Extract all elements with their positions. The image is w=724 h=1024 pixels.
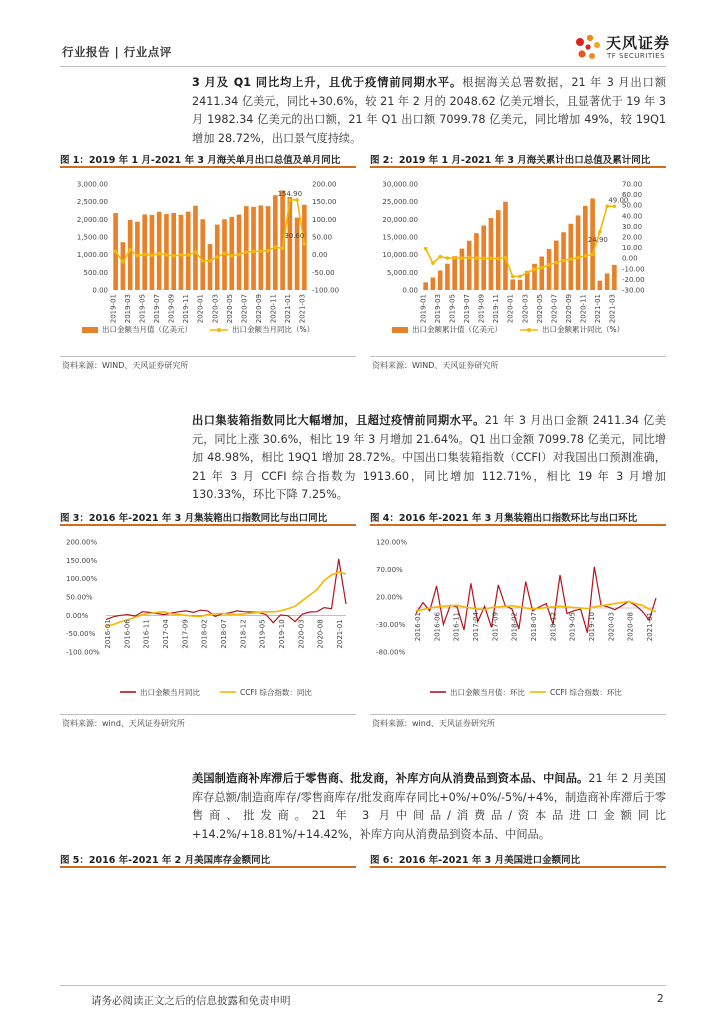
x-tick-label: 2020-03 xyxy=(297,619,306,649)
bar xyxy=(445,264,450,290)
bar xyxy=(460,249,465,290)
x-tick-label: 2020-05 xyxy=(225,294,234,324)
report-type-label: 行业报告 | 行业点评 xyxy=(62,45,172,59)
series-point xyxy=(525,271,529,275)
bar xyxy=(150,215,155,290)
series-point xyxy=(157,252,161,256)
series-point xyxy=(554,261,558,265)
data-label: 30.60 xyxy=(284,231,305,240)
y-left-tick-label: 3,000.00 xyxy=(76,180,108,189)
legend-label-bars: 出口金额当月值（亿美元） xyxy=(102,325,192,334)
bar xyxy=(251,207,256,290)
bar xyxy=(612,265,617,290)
series-point xyxy=(266,249,270,253)
y-left-tick-label: 20,000.00 xyxy=(382,215,418,224)
x-tick-label: 2019-07 xyxy=(463,294,472,324)
series-point xyxy=(467,256,471,260)
bar xyxy=(438,271,443,290)
bar xyxy=(171,213,176,290)
y-left-tick-label: 0.00 xyxy=(402,286,418,295)
series-point xyxy=(121,260,125,264)
x-tick-label: 2016-06 xyxy=(123,619,132,649)
series-point xyxy=(201,259,205,263)
legend-marker-line xyxy=(217,328,221,332)
figure-3-title-rule xyxy=(60,524,356,526)
paragraph-export-summary xyxy=(192,74,666,148)
x-tick-label: 2019-05 xyxy=(258,619,267,649)
paragraph-body: 21 年 3 月出口金额 2411.34 亿美元，同比上涨 30.6%，相比 19 年 3 月增加 21.64%。Q1 出口金额 7099.78 亿美元，同比增加 48.98%，相比 19Q1 增加 28.72%。中国出口集装箱指数（CCFI）对我国出口预测准确，21 年 3 月 CCFI 综合指数为 1913.60，同比增加 112.71%，相比 19 年 3 月增加 130.33%，环比下降 7.25%。 xyxy=(192,414,666,501)
figure-5-title-rule xyxy=(60,866,356,868)
x-tick-label: 2016-01 xyxy=(104,619,112,649)
bar xyxy=(452,256,457,290)
series-point xyxy=(223,252,227,256)
x-tick-label: 2021-01 xyxy=(283,294,292,324)
bar xyxy=(121,242,126,290)
series-point xyxy=(446,256,450,260)
y-right-tick-label: 200.00 xyxy=(312,180,337,189)
bar xyxy=(510,279,515,290)
y-left-tick-label: 15,000.00 xyxy=(382,233,418,242)
series-point xyxy=(172,254,176,258)
series-point xyxy=(237,253,241,257)
bar xyxy=(489,218,494,290)
x-tick-label: 2019-10 xyxy=(278,619,286,649)
bar xyxy=(423,282,428,290)
series-point xyxy=(208,259,212,263)
legend-label-line: 出口金额当月同比（%） xyxy=(232,325,315,334)
bar xyxy=(200,219,205,290)
figure-3-source-rule xyxy=(60,714,356,715)
x-tick-label: 2017-09 xyxy=(491,612,500,642)
x-tick-label: 2018-07 xyxy=(220,619,228,649)
series-point xyxy=(460,256,464,260)
bar xyxy=(496,210,501,290)
x-tick-label: 2021-01 xyxy=(646,612,654,642)
footer-disclaimer: 请务必阅读正文之后的信息披露和免责申明 xyxy=(91,995,291,1007)
figure-2-source: 资料来源：WIND、天风证券研究所 xyxy=(372,361,499,370)
series-point xyxy=(576,256,580,260)
y-right-tick-label: 70.00 xyxy=(622,180,643,189)
series-point xyxy=(511,275,515,279)
y-right-tick-label: 150.00 xyxy=(312,198,337,207)
x-tick-label: 2021-03 xyxy=(608,294,617,324)
x-tick-label: 2019-05 xyxy=(568,612,577,642)
bar xyxy=(518,280,523,290)
bar xyxy=(503,202,508,290)
series-point xyxy=(143,252,147,256)
series-point xyxy=(424,247,428,251)
x-tick-label: 2016-01 xyxy=(414,612,422,642)
bar xyxy=(179,215,184,290)
x-tick-label: 2016-11 xyxy=(142,619,151,649)
series-point xyxy=(533,268,537,272)
series-point xyxy=(547,263,551,267)
series-point xyxy=(252,250,256,254)
bar xyxy=(295,218,300,290)
bar xyxy=(605,273,610,290)
paragraph-lead: 出口集装箱指数同比大幅增加，且超过疫情前同期水平。 xyxy=(192,414,485,427)
y-right-tick-label: 50.00 xyxy=(622,201,643,210)
y-tick-label: -30.00% xyxy=(376,621,406,629)
x-tick-label: 2019-01 xyxy=(419,294,428,324)
x-tick-label: 2020-05 xyxy=(535,294,544,324)
series-point xyxy=(475,256,479,260)
bar xyxy=(590,198,595,290)
x-tick-label: 2019-11 xyxy=(492,294,501,324)
paragraph-lead: 3 月及 Q1 同比均上升，且优于疫情前同期水平。 xyxy=(192,76,463,89)
bar xyxy=(583,206,588,290)
series-point xyxy=(613,204,617,208)
y-left-tick-label: 25,000.00 xyxy=(382,198,418,207)
bar xyxy=(554,241,559,290)
x-tick-label: 2019-03 xyxy=(434,294,443,324)
series-point xyxy=(518,275,522,279)
figure-6-title: 图 6：2016 年-2021 年 3 月美国进口金额同比 xyxy=(370,855,581,866)
legend-label-series-1: 出口金额当月值：环比 xyxy=(450,688,525,697)
bar xyxy=(273,195,278,290)
y-left-tick-label: 500.00 xyxy=(83,268,108,277)
y-left-tick-label: 2,000.00 xyxy=(76,215,108,224)
bar xyxy=(266,206,271,290)
x-tick-label: 2019-05 xyxy=(448,294,457,324)
x-tick-label: 2018-02 xyxy=(200,619,209,649)
paragraph-lead: 美国制造商补库滞后于零售商、批发商，补库方向从消费品到资本品、中间品。 xyxy=(192,772,589,785)
x-tick-label: 2020-08 xyxy=(316,619,325,649)
series-point xyxy=(540,266,544,270)
x-tick-label: 2016-06 xyxy=(433,612,442,642)
y-tick-label: 120.00% xyxy=(376,538,408,547)
y-tick-label: -100.00% xyxy=(66,648,100,657)
x-tick-label: 2017-04 xyxy=(162,619,170,649)
x-tick-label: 2019-01 xyxy=(109,294,118,324)
series-point xyxy=(504,256,508,260)
series-point xyxy=(605,204,609,208)
y-right-tick-label: -20.00 xyxy=(622,275,645,284)
x-tick-label: 2019-07 xyxy=(153,294,162,324)
paragraph-body: 21 年 2 月美国库存总额/制造商库存/零售商库存/批发商库存同比+0%/+0%/-5%/+4%，制造商补库滞后于零售商、批发商。21 年 3 月中间品/消费品/资本品进口金额同比+14.2%/+18.81%/+14.42%，补库方向从消费品到资本品、中间品。 xyxy=(192,772,666,841)
x-tick-label: 2020-03 xyxy=(521,294,530,324)
figure-3-title: 图 3：2016 年-2021 年 3 月集装箱出口指数同比与出口同比 xyxy=(60,513,328,524)
x-tick-label: 2018-12 xyxy=(239,619,248,649)
x-tick-label: 2019-03 xyxy=(124,294,133,324)
figure-2-source-rule xyxy=(370,356,666,357)
series-point xyxy=(569,257,573,261)
y-left-tick-label: 2,500.00 xyxy=(76,198,108,207)
y-right-tick-label: -50.00 xyxy=(312,268,335,277)
bar xyxy=(576,215,581,290)
paragraph-us-inventory xyxy=(192,770,666,844)
y-right-tick-label: 0.00 xyxy=(622,254,638,263)
series-point xyxy=(438,255,442,259)
series-point xyxy=(288,198,292,202)
y-right-tick-label: 60.00 xyxy=(622,191,643,200)
bar xyxy=(539,256,544,290)
x-tick-label: 2018-12 xyxy=(549,612,558,642)
series-point xyxy=(591,253,595,257)
bar xyxy=(568,224,573,290)
series-point xyxy=(281,246,285,250)
series-point xyxy=(274,245,278,249)
y-right-tick-label: 40.00 xyxy=(622,212,643,221)
x-tick-label: 2016-11 xyxy=(452,612,461,642)
x-tick-label: 2020-09 xyxy=(564,294,573,324)
paragraph-container-index xyxy=(192,412,666,505)
chart-monthly-export xyxy=(60,172,356,352)
bar xyxy=(244,206,249,290)
legend-label-bars: 出口金额累计值（亿美元） xyxy=(412,325,502,334)
legend-swatch-bars xyxy=(82,327,98,333)
series-point xyxy=(194,250,198,254)
figure-2-title: 图 2：2019 年 1 月-2021 年 3 月海关累计出口总值及累计同比 xyxy=(370,155,651,166)
x-tick-label: 2019-05 xyxy=(138,294,147,324)
bar xyxy=(237,215,242,290)
x-tick-label: 2020-01 xyxy=(506,294,515,324)
x-tick-label: 2020-07 xyxy=(240,294,249,324)
x-tick-label: 2019-10 xyxy=(588,612,596,642)
x-tick-label: 2018-07 xyxy=(530,612,538,642)
series-point xyxy=(489,257,493,261)
chart-cumulative-export xyxy=(370,172,666,352)
bar xyxy=(598,281,603,290)
bar xyxy=(474,233,479,290)
figure-4-title-rule xyxy=(370,524,666,526)
series-point xyxy=(431,261,435,265)
footer-divider xyxy=(60,985,666,986)
bar xyxy=(128,220,133,290)
y-left-tick-label: 1,500.00 xyxy=(76,233,108,242)
x-tick-label: 2021-01 xyxy=(593,294,602,324)
bar xyxy=(142,214,147,290)
x-tick-label: 2017-09 xyxy=(181,619,190,649)
x-tick-label: 2020-03 xyxy=(607,612,616,642)
y-right-tick-label: -30.00 xyxy=(622,286,645,295)
series-point xyxy=(230,254,234,258)
data-label: 49.00 xyxy=(608,196,629,205)
x-tick-label: 2019-09 xyxy=(477,294,486,324)
legend-label-line: 出口金额累计同比（%） xyxy=(542,325,625,334)
logo-text-cn: 天风证券 xyxy=(606,34,671,52)
y-right-tick-label: 100.00 xyxy=(312,215,337,224)
bar xyxy=(431,278,436,290)
y-tick-label: 50.00% xyxy=(66,593,93,602)
figure-4-title: 图 4：2016 年-2021 年 3 月集装箱出口指数环比与出口环比 xyxy=(370,513,638,524)
legend-label-series-2: CCFI 综合指数：环比 xyxy=(550,688,622,697)
data-label: 154.90 xyxy=(277,189,303,198)
bar xyxy=(193,206,198,290)
bar xyxy=(467,241,472,290)
bar xyxy=(258,205,263,290)
series-point xyxy=(244,250,248,254)
y-right-tick-label: 10.00 xyxy=(622,244,643,253)
y-left-tick-label: 0.00 xyxy=(92,286,108,295)
figure-1-source: 资料来源：WIND、天风证券研究所 xyxy=(62,361,189,370)
series-point xyxy=(259,249,263,253)
series-point xyxy=(114,250,118,254)
y-tick-label: -50.00% xyxy=(66,630,96,639)
x-tick-label: 2019-09 xyxy=(167,294,176,324)
bar xyxy=(186,212,191,290)
y-tick-label: 70.00% xyxy=(376,566,403,574)
figure-1-title: 图 1：2019 年 1 月-2021 年 3 月海关单月出口总值及单月同比 xyxy=(60,155,341,166)
y-left-tick-label: 1,000.00 xyxy=(76,251,108,260)
x-tick-label: 2020-09 xyxy=(254,294,263,324)
x-tick-label: 2017-04 xyxy=(472,612,480,642)
y-tick-label: -80.00% xyxy=(376,648,406,657)
figure-1-title-rule xyxy=(60,166,356,168)
series-point xyxy=(584,254,588,258)
x-tick-label: 2021-01 xyxy=(336,619,344,649)
series-point xyxy=(215,255,219,259)
series-point xyxy=(303,242,307,246)
series-point xyxy=(165,253,169,257)
figure-2-title-rule xyxy=(370,166,666,168)
bar xyxy=(157,212,162,290)
y-tick-label: 150.00% xyxy=(66,556,98,565)
y-tick-label: 0.00% xyxy=(66,611,89,620)
series-point xyxy=(179,253,183,257)
x-tick-label: 2019-11 xyxy=(182,294,191,324)
bar xyxy=(547,249,552,290)
bar xyxy=(164,214,169,290)
x-tick-label: 2020-08 xyxy=(626,612,635,642)
legend-label-series-2: CCFI 综合指数：同比 xyxy=(240,688,312,697)
series-point xyxy=(562,259,566,263)
chart-ccfi-mom xyxy=(370,530,666,710)
figure-5-title: 图 5：2016 年-2021 年 2 月美国库存金额同比 xyxy=(60,855,271,866)
series-point xyxy=(186,253,190,257)
data-label: 24.90 xyxy=(587,235,608,244)
x-tick-label: 2018-02 xyxy=(510,612,519,642)
y-left-tick-label: 30,000.00 xyxy=(382,180,418,189)
y-tick-label: 20.00% xyxy=(376,593,403,602)
series-line xyxy=(106,572,346,626)
y-right-tick-label: 20.00 xyxy=(622,233,643,242)
figure-4-source: 资料来源：wind、天风证券研究所 xyxy=(372,719,495,728)
bar xyxy=(229,217,234,290)
series-point xyxy=(598,230,602,234)
series-point xyxy=(150,253,154,257)
logo-mark-icon xyxy=(570,30,606,66)
chart-ccfi-yoy xyxy=(60,530,356,710)
bar xyxy=(208,244,213,290)
bar xyxy=(302,205,307,290)
x-tick-label: 2020-11 xyxy=(579,294,588,324)
figure-1-source-rule xyxy=(60,356,356,357)
y-right-tick-label: 0.00 xyxy=(312,251,328,260)
y-right-tick-label: -100.00 xyxy=(312,286,340,295)
y-tick-label: 100.00% xyxy=(66,575,98,584)
series-point xyxy=(128,248,132,252)
series-point xyxy=(136,254,140,258)
legend-swatch-bars xyxy=(392,327,408,333)
x-tick-label: 2020-11 xyxy=(269,294,278,324)
legend-marker-line xyxy=(527,328,531,332)
figure-6-title-rule xyxy=(370,866,666,868)
y-left-tick-label: 10,000.00 xyxy=(382,251,418,260)
y-right-tick-label: 30.00 xyxy=(622,222,643,231)
page-number: 2 xyxy=(657,993,664,1005)
y-tick-label: 200.00% xyxy=(66,538,98,547)
paragraph-body: 根据海关总署数据，21 年 3 月出口额 2411.34 亿美元，同比+30.6%，较 21 年 2 月的 2048.62 亿美元增长，且显著优于 19 年 3 月 1982.34 亿美元的出口额，21 年 Q1 出口额 7099.78 亿美元，同比增加 49%，较 19Q1 增加 28.72%，出口景气度持续。 xyxy=(192,76,667,145)
header-divider xyxy=(60,66,666,67)
logo-text-en: TF SECURITIES xyxy=(607,52,666,60)
series-point xyxy=(453,256,457,260)
figure-3-source: 资料来源：wind、天风证券研究所 xyxy=(62,719,185,728)
series-point xyxy=(482,257,486,261)
x-tick-label: 2020-01 xyxy=(196,294,205,324)
y-right-tick-label: -10.00 xyxy=(622,265,645,274)
figure-4-source-rule xyxy=(370,714,666,715)
legend-label-series-1: 出口金额当月同比 xyxy=(140,688,200,697)
series-point xyxy=(295,198,299,202)
y-right-tick-label: 50.00 xyxy=(312,233,333,242)
y-left-tick-label: 5,000.00 xyxy=(386,268,418,277)
series-point xyxy=(496,257,500,261)
x-tick-label: 2021-03 xyxy=(298,294,307,324)
x-tick-label: 2020-03 xyxy=(211,294,220,324)
x-tick-label: 2020-07 xyxy=(550,294,559,324)
